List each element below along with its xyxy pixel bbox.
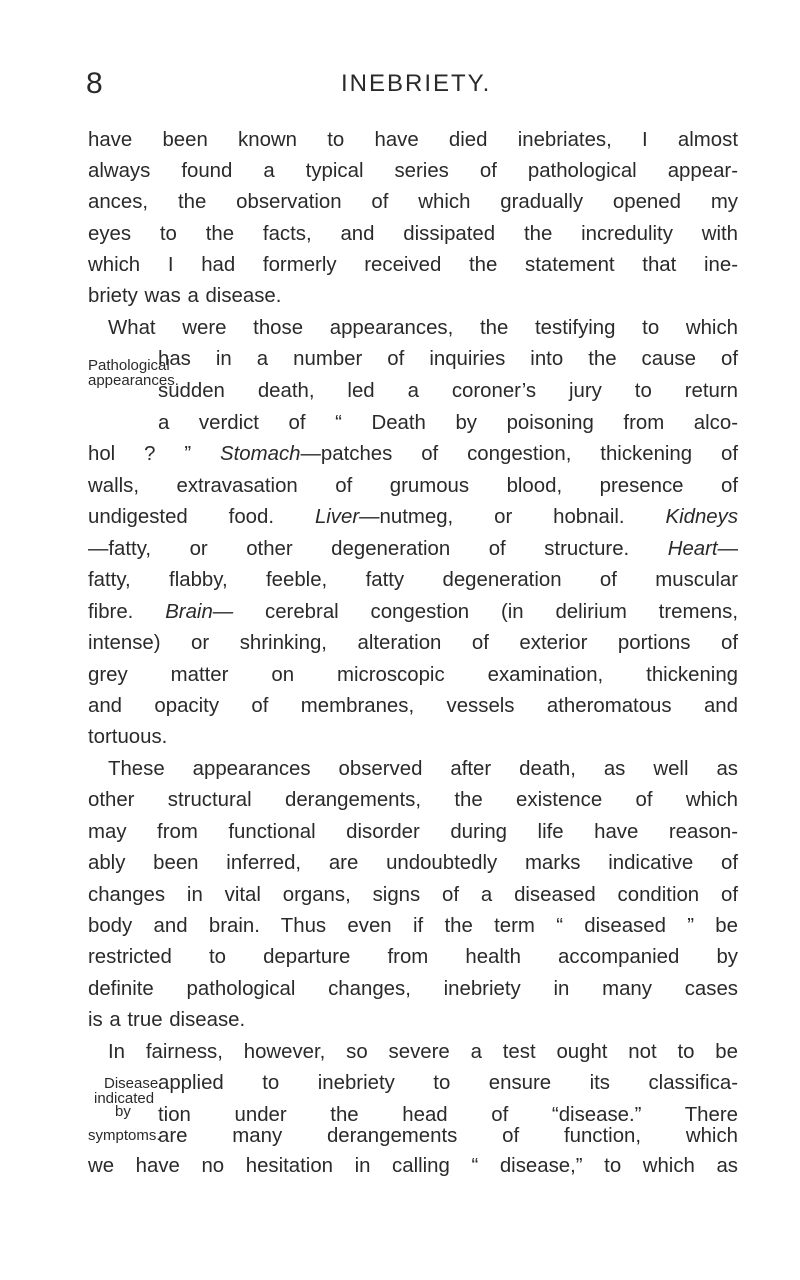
text-span: —nutmeg, or hobnail. — [359, 506, 625, 528]
text-span: —fatty, or other degeneration of structure. — [88, 538, 630, 560]
margin-note-pathological: Pathological — [88, 357, 170, 374]
text-span: hol ? ” — [88, 443, 192, 465]
text-line: we have no hesitation in calling “ disease,” to which as — [88, 1155, 738, 1177]
text-line: body and brain. Thus even if the term “ diseased ” be — [88, 915, 738, 937]
italic-term-kidneys: Kidneys — [665, 506, 739, 528]
page-number: 8 — [86, 67, 103, 100]
text-line: What were those appearances, the testifying to which — [108, 317, 738, 339]
text-line: definite pathological changes, inebriety in many cases — [88, 978, 738, 1000]
text-line: are many derangements of function, which — [158, 1125, 738, 1147]
italic-term-liver: Liver — [314, 506, 360, 528]
text-line: These appearances observed after death, as well as — [108, 758, 738, 780]
text-line: may from functional disorder during life have reason- — [88, 821, 738, 843]
text-line — [88, 534, 738, 564]
italic-term-heart: Heart — [667, 538, 718, 560]
text-span: — cerebral congestion (in delirium tremens, — [212, 601, 738, 623]
text-line: have been known to have died inebriates, I almost — [88, 129, 738, 151]
text-span: undigested food. — [88, 506, 275, 528]
text-line: has in a number of inquiries into the cause of — [158, 348, 738, 370]
text-span: fibre. — [88, 601, 134, 623]
text-line: briety was a disease. — [88, 285, 282, 307]
text-line: other structural derangements, the existence of which — [88, 789, 738, 811]
text-line: eyes to the facts, and dissipated the incredulity with — [88, 223, 738, 245]
text-line: ances, the observation of which gradually opened my — [88, 191, 738, 213]
margin-note-symptoms: symptoms. — [88, 1127, 161, 1144]
italic-term-brain: Brain — [165, 601, 213, 623]
text-line: always found a typical series of pathological appear- — [88, 160, 738, 182]
text-line — [88, 502, 738, 532]
text-line: grey matter on microscopic examination, thickening — [88, 664, 738, 686]
text-line: is a true disease. — [88, 1009, 246, 1031]
text-line: sudden death, led a coroner’s jury to return — [158, 380, 738, 402]
text-line: fatty, flabby, feeble, fatty degeneration of muscular — [88, 569, 738, 591]
margin-note-indicated: indicated — [94, 1090, 155, 1107]
text-line: tortuous. — [88, 726, 168, 748]
text-line — [88, 597, 738, 627]
text-line: intense) or shrinking, alteration of exterior portions of — [88, 632, 738, 654]
text-line — [88, 439, 738, 469]
text-line: applied to inebriety to ensure its classifica- — [158, 1072, 738, 1094]
running-title: INEBRIETY. — [341, 70, 492, 97]
text-line: walls, extravasation of grumous blood, presence of — [88, 475, 738, 497]
text-line: ably been inferred, are undoubtedly marks indicative of — [88, 852, 738, 874]
italic-term-stomach: Stomach — [220, 443, 301, 465]
text-span: — — [717, 538, 738, 560]
text-line: changes in vital organs, signs of a diseased condition of — [88, 884, 738, 906]
text-line: tion under the head of “disease.” There — [158, 1104, 738, 1126]
text-line: restricted to departure from health accompanied by — [88, 946, 738, 968]
margin-note-appearances: appearances. — [88, 372, 179, 389]
margin-note-disease: Disease — [104, 1075, 159, 1092]
text-line: a verdict of “ Death by poisoning from alco- — [158, 412, 738, 434]
text-line: which I had formerly received the statement that ine- — [88, 254, 738, 276]
margin-note-by: by — [115, 1103, 131, 1120]
running-head — [86, 66, 710, 102]
text-line: and opacity of membranes, vessels atheromatous and — [88, 695, 738, 717]
text-span: —patches of congestion, thickening of — [300, 443, 739, 465]
text-line: In fairness, however, so severe a test ought not to be — [108, 1041, 738, 1063]
